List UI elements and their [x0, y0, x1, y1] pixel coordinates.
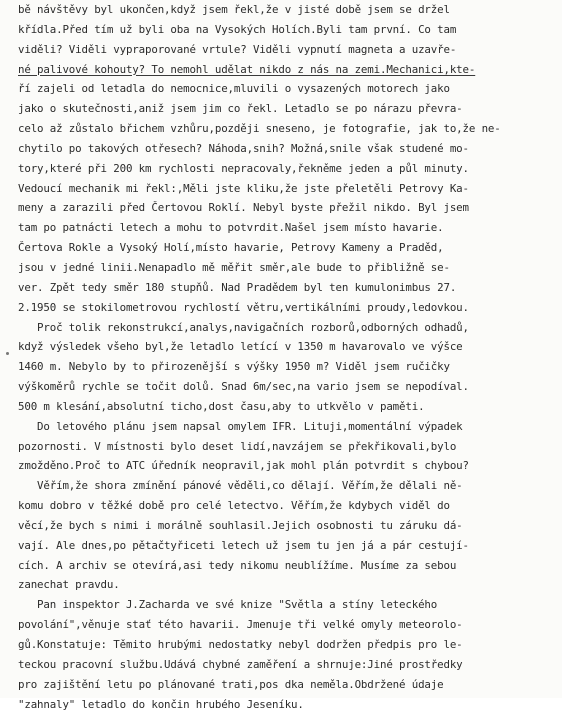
- text-line: jsou v jedné linii.Nenapadlo mě měřit směr,ale bude to přibližně se-: [18, 260, 450, 274]
- text-line: 1460 m. Nebylo by to přirozenější s výšky 1950 m? Viděl jsem ručičky: [18, 360, 450, 374]
- text-line: křídla.Před tím už byli oba na Vysokých Holích.Byli tam první. Co tam: [18, 22, 457, 36]
- text-line: bě návštěvy byl ukončen,když jsem řekl,že v jisté době jsem se držel: [18, 3, 450, 16]
- text-line: 2.1950 se stokilometrovou rychlostí větru,vertikálními proudy,ledovkou.: [18, 300, 469, 314]
- text-line: teckou pracovní službu.Udává chybné zaměření a shrnuje:Jiné prostředky: [18, 657, 463, 671]
- text-line: chytilo po takových otřesech? Náhoda,snih? Možná,snile však studené mo-: [18, 141, 469, 155]
- text-line: Do letového plánu jsem napsal omylem IFR. Lituji,momentální výpadek: [18, 419, 463, 433]
- text-line: jako o skutečnosti,aniž jsem jim co řekl. Letadlo se po nárazu převra-: [18, 102, 463, 116]
- text-line: pro zajištění letu po plánované trati,pos dka neměla.Obdržené údaje: [18, 677, 444, 691]
- text-line: komu dobro v těžké době pro celé letectvo. Věřím,že kdybych viděl do: [18, 499, 450, 513]
- text-line: Čertova Rokle a Vysoký Holí,místo havarie, Petrovy Kameny a Praděd,: [18, 241, 444, 255]
- text-line: ří zajeli od letadla do nemocnice,mluvili o vysazených motorech jako: [18, 82, 450, 96]
- text-line: výškoměrů rychle se točit dolů. Snad 6m/sec,na vario jsem se nepodíval.: [18, 380, 469, 394]
- text-line: viděli? Viděli vypraporované vrtule? Viděli vypnutí magneta a uzavře-: [18, 42, 457, 56]
- text-line: meny a zarazili před Čertovou Roklí. Nebyl byste přežil nikdo. Byl jsem: [18, 201, 469, 215]
- typewritten-text: [18, 0, 548, 714]
- text-line: když výsledek všeho byl,že letadlo letící v 1350 m havarovalo ve výšce: [18, 340, 463, 354]
- page-speck: [6, 352, 9, 355]
- text-line: ver. Zpět tedy směr 180 stupňů. Nad Pradědem byl ten kumulonimbus 27.: [18, 280, 457, 294]
- text-line: cích. A archiv se otevírá,asi tedy nikomu neublížíme. Musíme za sebou: [18, 558, 457, 572]
- text-line: "zahnaly" letadlo do končin hrubého Jeseníku.: [18, 697, 304, 711]
- text-line: 500 m klesání,absolutní ticho,dost času,aby to utkvělo v paměti.: [18, 399, 425, 413]
- text-line: povolání",věnuje stať této havarii. Jmenuje tři velké omyly meteorolo-: [18, 618, 463, 632]
- text-line: pozornosti. V místnosti bylo deset lidí,navzájem se překřikovali,bylo: [18, 439, 457, 453]
- text-line: Věřím,že shora zmínění pánové věděli,co dělají. Věřím,že dělali ně-: [18, 479, 463, 493]
- text-line: Pan inspektor J.Zacharda ve své knize "Světla a stíny leteckého: [18, 598, 438, 612]
- text-line: tam po patnácti letech a mohu to potvrdit.Našel jsem místo havarie.: [18, 221, 444, 235]
- text-line: věcí,že bych s nimi i morálně souhlasil.Jejich osobnosti tu záruku dá-: [18, 518, 463, 532]
- text-line: Vedoucí mechanik mi řekl:,Měli jste kliku,že jste přeletěli Petrovy Ka-: [18, 181, 469, 195]
- text-line: zmožděno.Proč to ATC úředník neopravil,jak mohl plán potvrdit s chybou?: [18, 459, 469, 473]
- text-line: zanechat pravdu.: [18, 578, 120, 592]
- text-line: Proč tolik rekonstrukcí,analys,navigačních rozborů,odborných odhadů,: [18, 320, 469, 334]
- text-line: celo až zůstalo břichem vzhůru,později sneseno, je fotografie, jak to,že ne-: [18, 122, 501, 136]
- text-line: gů.Konstatuje: Těmito hrubými nedostatky nebyl dodržen předpis pro le-: [18, 638, 463, 651]
- text-line: tory,které při 200 km rychlosti nepracovaly,řekněme jeden a půl minuty.: [18, 161, 469, 175]
- text-line: vají. Ale dnes,po pětačtyřiceti letech už jsem tu jen já a pár cestují-: [18, 538, 469, 552]
- text-line: né palivové kohouty? To nemohl udělat nikdo z nás na zemi.Mechanici,kte-: [18, 62, 476, 76]
